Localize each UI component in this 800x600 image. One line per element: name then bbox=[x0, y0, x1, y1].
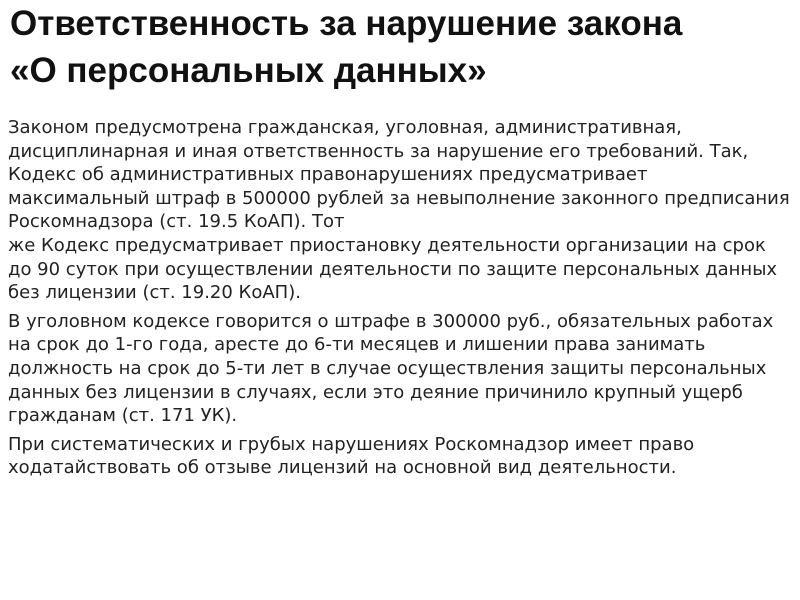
paragraph-liability-overview: Законом предусмотрена гражданская, уголовная, административная, дисциплинарная и иная ответственность за нарушение его требований. Так, Кодекс об административных правонарушениях предусматривает максимальный штраф в 500000 рублей за невыполнение законного предписания Роскомнадзора (ст. 19.5 КоАП). Тот же Кодекс предусматривает приостановку деятельности организации на срок до 90 суток при осуществлении деятельности по защите персональных данных без лицензии (ст. 19.20 КоАП). bbox=[8, 117, 790, 304]
paragraph-license-revocation: При систематических и грубых нарушениях Роскомнадзор имеет право ходатайствовать об отзыве лицензий на основной вид деятельности. bbox=[8, 433, 695, 479]
slide-body bbox=[8, 116, 792, 485]
paragraph-criminal-code: В уголовном кодексе говорится о штрафе в 300000 руб., обязательных работах на срок до 1-го года, аресте до 6-ти месяцев и лишении права занимать должность на срок до 5-ти лет в случае осуществления защиты персональных данных без лицензии в случаях, если это деяние причинило крупный ущерб гражданам (ст. 171 УК). bbox=[8, 310, 774, 427]
slide-title: Ответственность за нарушение закона «О персональных данных» bbox=[10, 4, 683, 90]
